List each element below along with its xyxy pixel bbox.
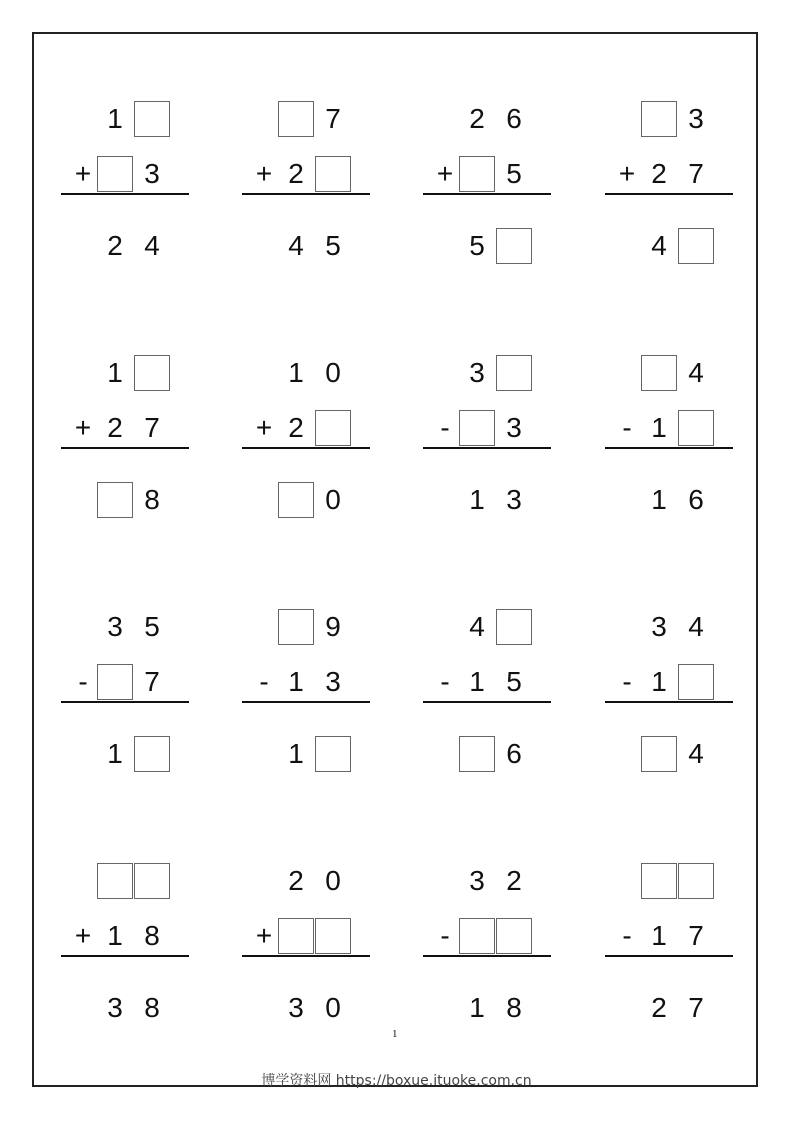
- result-row: [605, 228, 733, 264]
- top-row: [605, 355, 733, 391]
- problem-9: [61, 609, 189, 809]
- digit: 1: [651, 412, 667, 443]
- digit: 8: [144, 484, 160, 515]
- plus-sign: +: [74, 920, 92, 951]
- problem-1: [61, 101, 189, 301]
- bottom-row: [605, 410, 733, 446]
- bottom-row: [605, 156, 733, 192]
- digit: 2: [651, 158, 667, 189]
- digit: 7: [688, 920, 704, 951]
- digit: 3: [144, 158, 160, 189]
- top-row: [605, 863, 733, 899]
- minus-sign: -: [440, 412, 450, 443]
- plus-sign: +: [618, 158, 636, 189]
- plus-sign: +: [255, 412, 273, 443]
- bottom-row: [423, 156, 551, 192]
- answer-box[interactable]: [678, 228, 714, 264]
- top-row: [605, 101, 733, 137]
- digit: 5: [325, 230, 341, 261]
- problem-15: [423, 863, 551, 1063]
- digit: 2: [107, 412, 123, 443]
- top-row: [61, 355, 189, 391]
- answer-box[interactable]: [641, 736, 677, 772]
- digit: 3: [469, 865, 485, 896]
- digit: 3: [506, 412, 522, 443]
- digit: 2: [469, 103, 485, 134]
- sum-line: [61, 193, 189, 195]
- minus-sign: -: [622, 666, 632, 697]
- problem-6: [242, 355, 370, 555]
- answer-box[interactable]: [496, 228, 532, 264]
- answer-box[interactable]: [278, 101, 314, 137]
- top-row: [242, 609, 370, 645]
- digit: 3: [288, 992, 304, 1023]
- bottom-row: [242, 410, 370, 446]
- result-row: [242, 990, 370, 1026]
- result-row: [242, 228, 370, 264]
- sum-line: [605, 447, 733, 449]
- digit: 1: [107, 920, 123, 951]
- digit: 2: [288, 865, 304, 896]
- problem-10: [242, 609, 370, 809]
- answer-box[interactable]: [459, 918, 495, 954]
- digit: 0: [325, 992, 341, 1023]
- top-row: [61, 863, 189, 899]
- problem-3: [423, 101, 551, 301]
- problem-16: [605, 863, 733, 1063]
- digit: 5: [469, 230, 485, 261]
- answer-box[interactable]: [278, 918, 314, 954]
- digit: 4: [144, 230, 160, 261]
- digit: 8: [144, 992, 160, 1023]
- answer-box[interactable]: [134, 101, 170, 137]
- result-row: [61, 482, 189, 518]
- digit: 5: [506, 666, 522, 697]
- digit: 1: [651, 484, 667, 515]
- digit: 8: [144, 920, 160, 951]
- top-row: [242, 863, 370, 899]
- result-row: [61, 228, 189, 264]
- digit: 9: [325, 611, 341, 642]
- top-row: [61, 101, 189, 137]
- digit: 4: [688, 611, 704, 642]
- sum-line: [242, 955, 370, 957]
- digit: 1: [651, 920, 667, 951]
- answer-box[interactable]: [315, 918, 351, 954]
- digit: 3: [688, 103, 704, 134]
- top-row: [242, 101, 370, 137]
- digit: 1: [288, 738, 304, 769]
- sum-line: [605, 955, 733, 957]
- top-row: [423, 609, 551, 645]
- answer-box[interactable]: [97, 664, 133, 700]
- digit: 4: [469, 611, 485, 642]
- top-row: [242, 355, 370, 391]
- result-row: [605, 482, 733, 518]
- digit: 5: [144, 611, 160, 642]
- sum-line: [423, 955, 551, 957]
- digit: 0: [325, 865, 341, 896]
- sum-line: [242, 701, 370, 703]
- digit: 3: [107, 992, 123, 1023]
- plus-sign: +: [255, 158, 273, 189]
- minus-sign: -: [622, 920, 632, 951]
- digit: 7: [144, 666, 160, 697]
- digit: 1: [469, 484, 485, 515]
- top-row: [61, 609, 189, 645]
- digit: 3: [107, 611, 123, 642]
- answer-box[interactable]: [496, 918, 532, 954]
- digit: 5: [506, 158, 522, 189]
- result-row: [423, 482, 551, 518]
- answer-box[interactable]: [678, 863, 714, 899]
- problem-2: [242, 101, 370, 301]
- digit: 1: [469, 666, 485, 697]
- sum-line: [423, 193, 551, 195]
- bottom-row: [423, 918, 551, 954]
- problem-14: [242, 863, 370, 1063]
- digit: 6: [688, 484, 704, 515]
- result-row: [605, 736, 733, 772]
- digit: 2: [651, 992, 667, 1023]
- plus-sign: +: [255, 920, 273, 951]
- result-row: [61, 736, 189, 772]
- minus-sign: -: [440, 920, 450, 951]
- answer-box[interactable]: [496, 609, 532, 645]
- digit: 8: [506, 992, 522, 1023]
- digit: 2: [288, 412, 304, 443]
- digit: 1: [651, 666, 667, 697]
- answer-box[interactable]: [496, 355, 532, 391]
- sum-line: [423, 701, 551, 703]
- digit: 7: [325, 103, 341, 134]
- answer-box[interactable]: [459, 736, 495, 772]
- digit: 1: [288, 666, 304, 697]
- plus-sign: +: [74, 158, 92, 189]
- digit: 3: [506, 484, 522, 515]
- digit: 1: [288, 357, 304, 388]
- problem-7: [423, 355, 551, 555]
- digit: 0: [325, 484, 341, 515]
- minus-sign: -: [622, 412, 632, 443]
- sum-line: [605, 193, 733, 195]
- bottom-row: [423, 410, 551, 446]
- answer-box[interactable]: [459, 410, 495, 446]
- problem-11: [423, 609, 551, 809]
- answer-box[interactable]: [641, 863, 677, 899]
- result-row: [242, 482, 370, 518]
- answer-box[interactable]: [97, 863, 133, 899]
- bottom-row: [242, 918, 370, 954]
- digit: 3: [651, 611, 667, 642]
- sum-line: [61, 701, 189, 703]
- result-row: [605, 990, 733, 1026]
- minus-sign: -: [259, 666, 269, 697]
- minus-sign: -: [78, 666, 88, 697]
- top-row: [605, 609, 733, 645]
- digit: 6: [506, 738, 522, 769]
- result-row: [242, 736, 370, 772]
- result-row: [423, 228, 551, 264]
- digit: 1: [469, 992, 485, 1023]
- digit: 3: [469, 357, 485, 388]
- digit: 1: [107, 357, 123, 388]
- problem-8: [605, 355, 733, 555]
- digit: 4: [688, 357, 704, 388]
- answer-box[interactable]: [315, 410, 351, 446]
- answer-box[interactable]: [278, 482, 314, 518]
- digit: 1: [107, 103, 123, 134]
- digit: 0: [325, 357, 341, 388]
- result-row: [61, 990, 189, 1026]
- plus-sign: +: [74, 412, 92, 443]
- digit: 3: [325, 666, 341, 697]
- problem-13: [61, 863, 189, 1063]
- digit: 4: [688, 738, 704, 769]
- footer-watermark: 博学资料网 https://boxue.ituoke.com.cn: [261, 1073, 532, 1089]
- digit: 4: [651, 230, 667, 261]
- answer-box[interactable]: [134, 736, 170, 772]
- bottom-row: [605, 918, 733, 954]
- digit: 2: [107, 230, 123, 261]
- answer-box[interactable]: [97, 156, 133, 192]
- bottom-row: [61, 918, 189, 954]
- digit: 2: [288, 158, 304, 189]
- sum-line: [61, 955, 189, 957]
- answer-box[interactable]: [678, 410, 714, 446]
- sum-line: [605, 701, 733, 703]
- plus-sign: +: [436, 158, 454, 189]
- sum-line: [242, 193, 370, 195]
- answer-box[interactable]: [134, 355, 170, 391]
- problem-4: [605, 101, 733, 301]
- bottom-row: [61, 664, 189, 700]
- digit: 1: [107, 738, 123, 769]
- bottom-row: [242, 664, 370, 700]
- minus-sign: -: [440, 666, 450, 697]
- digit: 4: [288, 230, 304, 261]
- bottom-row: [423, 664, 551, 700]
- answer-box[interactable]: [315, 156, 351, 192]
- sum-line: [423, 447, 551, 449]
- answer-box[interactable]: [134, 863, 170, 899]
- bottom-row: [61, 410, 189, 446]
- answer-box[interactable]: [278, 609, 314, 645]
- digit: 7: [688, 158, 704, 189]
- problem-12: [605, 609, 733, 809]
- bottom-row: [242, 156, 370, 192]
- answer-box[interactable]: [97, 482, 133, 518]
- answer-box[interactable]: [315, 736, 351, 772]
- top-row: [423, 101, 551, 137]
- answer-box[interactable]: [641, 101, 677, 137]
- sum-line: [61, 447, 189, 449]
- digit: 2: [506, 865, 522, 896]
- top-row: [423, 355, 551, 391]
- answer-box[interactable]: [641, 355, 677, 391]
- answer-box[interactable]: [459, 156, 495, 192]
- problem-5: [61, 355, 189, 555]
- bottom-row: [61, 156, 189, 192]
- digit: 6: [506, 103, 522, 134]
- top-row: [423, 863, 551, 899]
- bottom-row: [605, 664, 733, 700]
- digit: 7: [144, 412, 160, 443]
- sum-line: [242, 447, 370, 449]
- page-number: 1: [392, 1028, 398, 1040]
- answer-box[interactable]: [678, 664, 714, 700]
- result-row: [423, 736, 551, 772]
- digit: 7: [688, 992, 704, 1023]
- result-row: [423, 990, 551, 1026]
